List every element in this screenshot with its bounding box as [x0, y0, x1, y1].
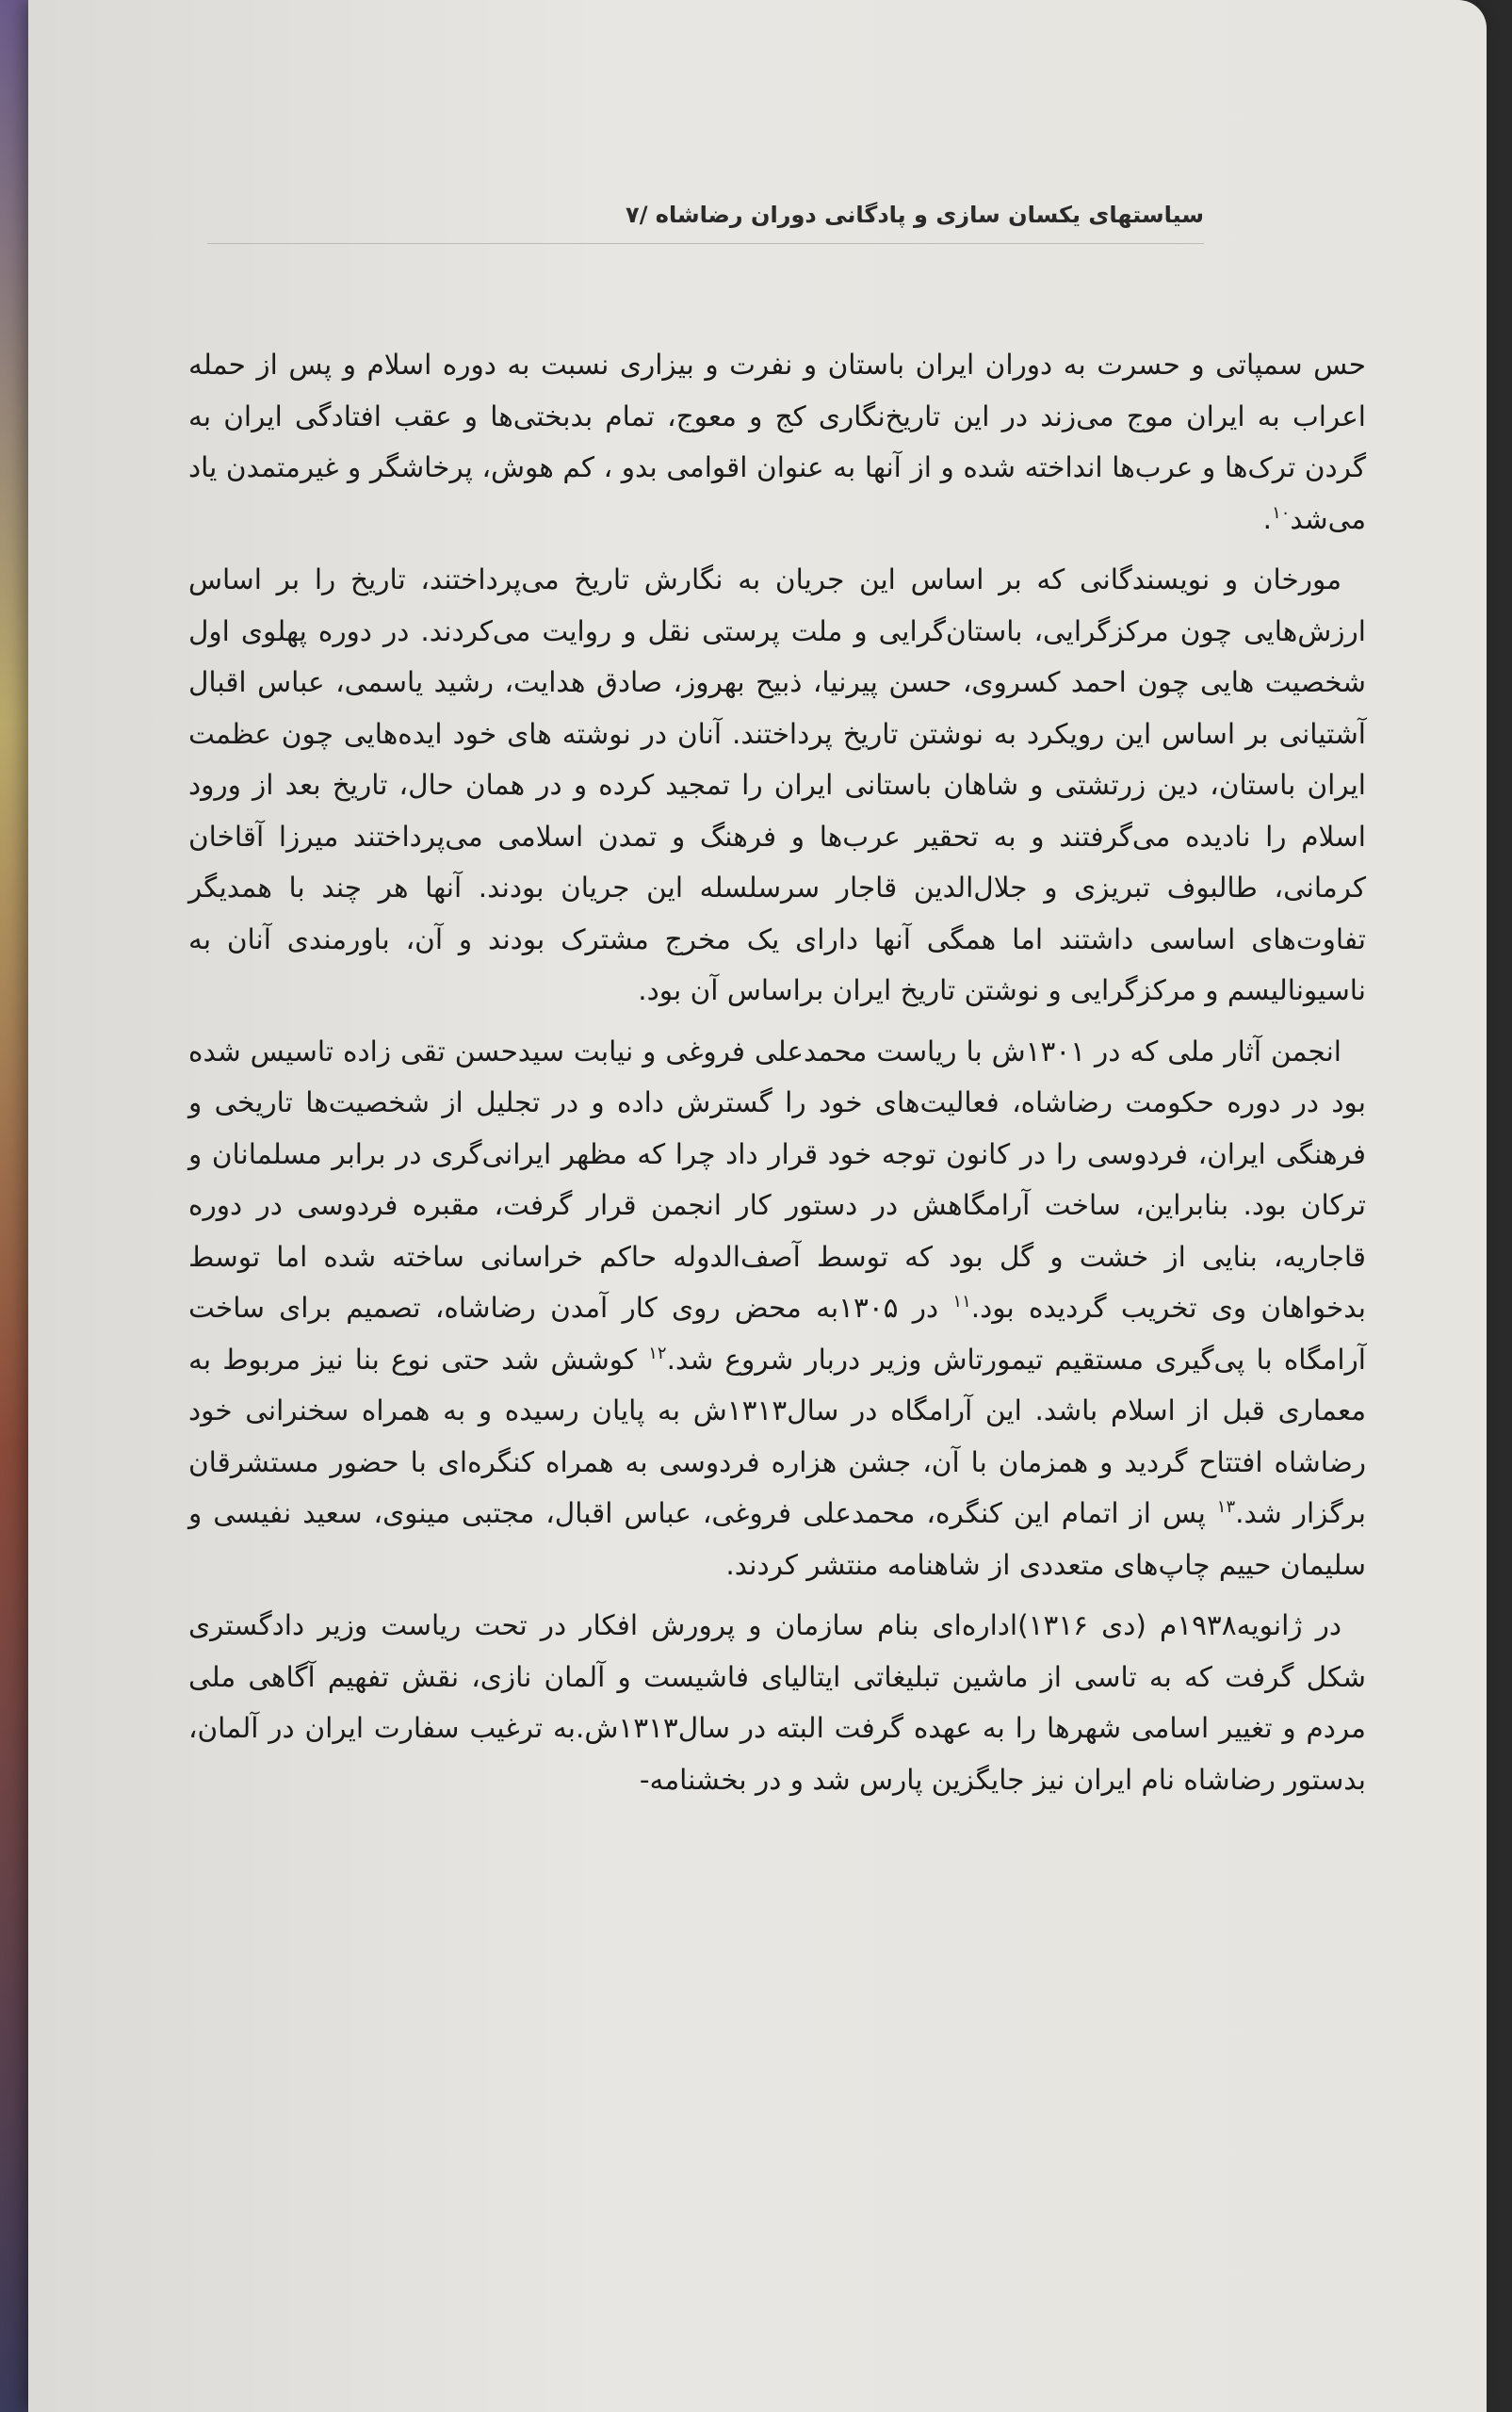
running-header: سیاستهای یکسان سازی و پادگانی دوران رضاشاه /۷ [626, 202, 1204, 228]
footnote-ref-12[interactable]: ۱۲ [648, 1343, 667, 1363]
paragraph-text: در ۱۳۰۵به محض روی کار آمدن رضاشاه، تصمیم برای ساخت آرامگاه با پی‌گیری مستقیم تیمورتاش وزیر دربار شروع شد. [188, 1292, 1367, 1376]
header-divider [207, 243, 1204, 244]
paragraph-text: پس از اتمام این کنگره، محمدعلی فروغی، عباس اقبال، مجتبی مینوی، سعید نفیسی و سلیمان حییم چاپ‌های متعددی از شاهنامه منتشر کردند. [188, 1497, 1366, 1581]
paragraph-2 [188, 554, 1366, 1017]
paragraph-text: کوشش شد حتی نوع بنا نیز مربوط به معماری قبل از اسلام باشد. این آرامگاه در سال۱۳۱۳ش به پایان رسیده و به همراه سخنرانی خود رضاشاه افتتاح گردید و همزمان با آن، جشن هزاره فردوسی به همراه کنگره‌ای با حضور مستشرقان برگزار شد. [188, 1343, 1366, 1529]
paragraph-4 [188, 1600, 1366, 1805]
page-body [188, 339, 1366, 1815]
paragraph-text: مورخان و نویسندگانی که بر اساس این جریان به نگارش تاریخ می‌پرداختند، تاریخ را بر اساس ارزش‌هایی چون مرکزگرایی، باستان‌گرایی و ملت پرستی نقل و روایت می‌کردند. در دوره پهلوی اول شخصیت هایی چون احمد کسروی، حسن پیرنیا، ذبیح بهروز، صادق هدایت، رشید یاسمی، عباس اقبال آشتیانی بر اساس این رویکرد به نوشتن تاریخ پرداختند. آنان در نوشته های خود ایده‌هایی چون عظمت ایران باستان، دین زرتشتی و شاهان باستانی ایران را تمجید کرده و در همان حال، تاریخ بعد از ورود اسلام را نادیده می‌گرفتند و به تحقیر عرب‌ها و فرهنگ و تمدن اسلامی می‌پرداختند میرزا آقاخان کرمانی، طالبوف تبریزی و جلال‌الدین قاجار سرسلسله این جریان بودند. آنها هر چند با همدیگر تفاوت‌های اساسی داشتند اما همگی آنها دارای یک مخرج مشترک بودند و آن، باورمندی آنان به ناسیونالیسم و مرکزگرایی و نوشتن تاریخ ایران براساس آن بود. [188, 563, 1366, 1006]
paragraph-1 [188, 339, 1366, 545]
paragraph-3 [188, 1026, 1366, 1591]
paragraph-text: در ژانویه۱۹۳۸م (دی ۱۳۱۶)اداره‌ای بنام سازمان و پرورش افکار در تحت ریاست وزیر دادگستری شکل گرفت که به تاسی از ماشین تبلیغاتی ایتالیای فاشیست و آلمان نازی، نقش تفهیم آگاهی ملی مردم و تغییر اسامی شهرها را به عهده گرفت البته در سال۱۳۱۳ش.به ترغیب سفارت ایران در آلمان، بدستور رضاشاه نام ایران نیز جایگزین پارس شد و در بخشنامه- [188, 1609, 1366, 1796]
footnote-ref-10[interactable]: ۱۰ [1272, 502, 1291, 523]
paragraph-text: حس سمپاتی و حسرت به دوران ایران باستان و نفرت و بیزاری نسبت به دوره اسلام و پس از حمله اعراب به ایران موج می‌زند در این تاریخ‌نگاری کج و معوج، تمام بدبختی‌ها و عقب افتادگی ایران به گردن ترک‌ها و عرب‌ها انداخته شده و از آنها به عنوان اقوامی بدو ، کم هوش، پرخاشگر و غیرمتمدن یاد می‌شد [188, 349, 1366, 535]
footnote-ref-13[interactable]: ۱۳ [1216, 1497, 1236, 1518]
paragraph-end: . [1262, 502, 1273, 535]
book-page [28, 0, 1487, 2412]
paragraph-text: انجمن آثار ملی که در ۱۳۰۱ش با ریاست محمدعلی فروغی و نیابت سیدحسن تقی زاده تاسیس شده بود در دوره حکومت رضاشاه، فعالیت‌های خود را گسترش داده و در تجلیل از شخصیت‌ها تاریخی و فرهنگی ایران، فردوسی را در کانون توجه خود قرار داد چرا که مظهر ایرانی‌گری در برابر مسلمانان و ترکان بود. بنابراین، ساخت آرامگاهش در دستور کار انجمن قرار گرفت، مقبره فردوسی در دوره قاجاریه، بنایی از خشت و گل بود که توسط آصف‌الدوله حاکم خراسانی ساخته شده اما توسط بدخواهان وی تخریب گردیده بود. [188, 1035, 1366, 1324]
footnote-ref-11[interactable]: ۱۱ [952, 1292, 971, 1312]
